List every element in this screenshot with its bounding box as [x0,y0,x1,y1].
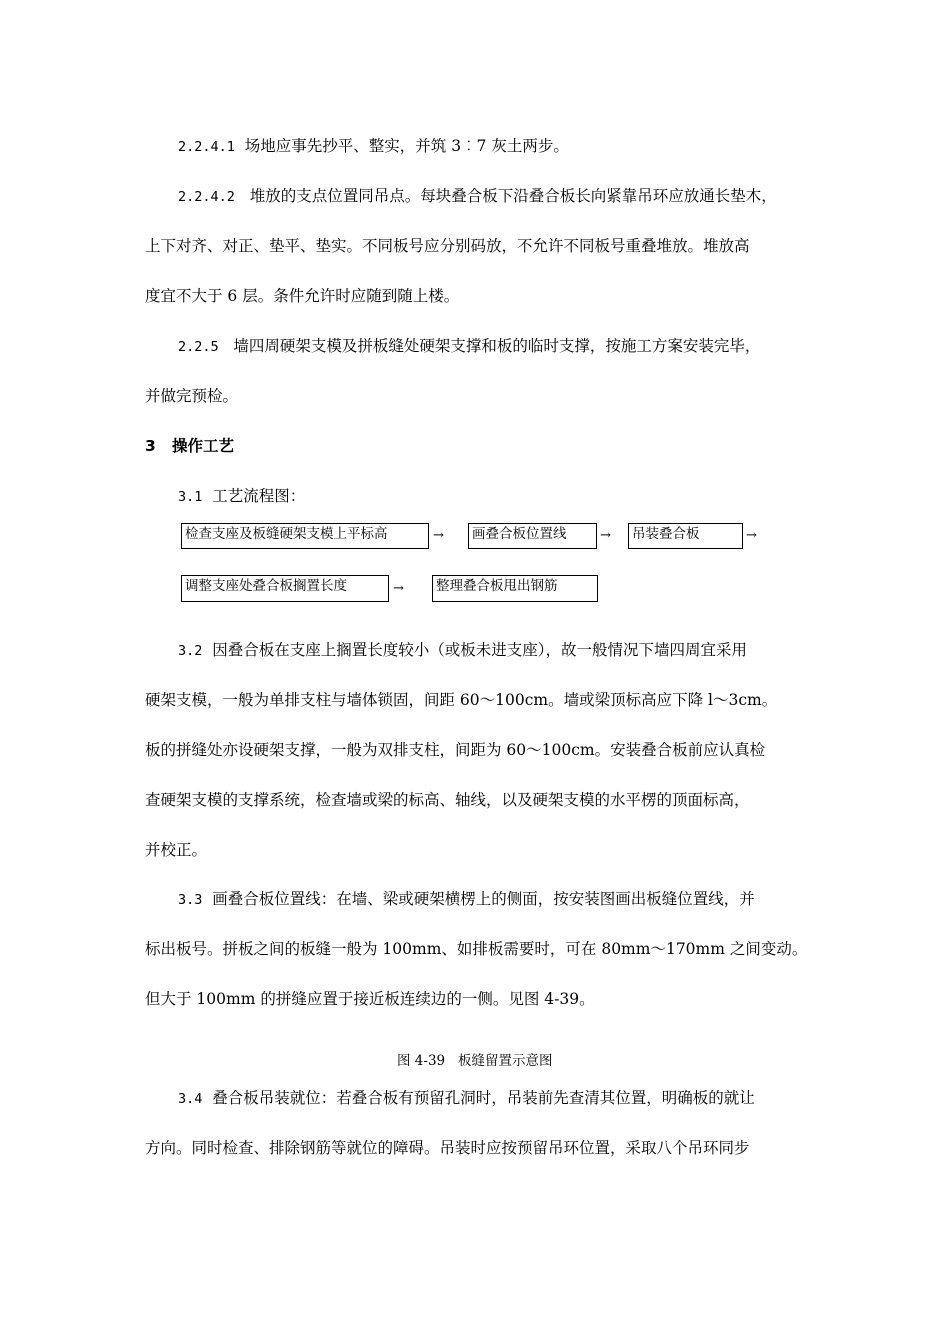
clause-number: 2.2.5 [178,339,219,355]
clause-text: 堆放的支点位置同吊点。每块叠合板下沿叠合板长向紧靠吊环应放通长垫木， [249,187,777,205]
paragraph-3-3-line-3: 但大于 100mm 的拼缝应置于接近板连续边的一侧。见图 4-39。 [145,990,595,1008]
paragraph-2-2-4-2-line-1 [178,186,777,207]
paragraph-3-4-line-1 [178,1088,755,1109]
clause-number: 3.1 [178,489,203,505]
flow-arrow-3: → [746,528,757,543]
flow-arrow-1: → [433,528,444,543]
paragraph-2-2-4-2-line-3: 度宜不大于 6 层。条件允许时应随到随上楼。 [145,287,460,305]
paragraph-3-2-line-5: 并校正。 [145,841,208,859]
paragraph-2-2-5-line-1 [178,336,760,357]
paragraph-3-4-line-2: 方向。同时检查、排除钢筋等就位的障碍。吊装时应按预留吊环位置，采取八个吊环同步 [145,1139,750,1157]
flow-step-3: 吊装叠合板 [628,523,743,549]
clause-number: 2.2.4.2 [178,189,235,205]
flow-step-4: 调整支座处叠合板搁置长度 [181,575,389,602]
section-title: 操作工艺 [172,437,235,455]
paragraph-3-2-line-3: 板的拼缝处亦设硬架支撑，一般为双排支柱，间距为 60～100cm。安装叠合板前应认真检 [145,741,766,759]
paragraph-2-2-5-line-2: 并做完预检。 [145,387,239,405]
paragraph-3-2-line-1 [178,640,747,661]
figure-caption [397,1049,553,1069]
clause-number: 3.3 [178,892,203,908]
flow-step-2: 画叠合板位置线 [468,523,597,549]
paragraph-3-3-line-2: 标出板号。拼板之间的板缝一般为 100mm、如排板需要时，可在 80mm～170mm 之间变动。 [145,940,808,958]
paragraph-2-2-4-2-line-2: 上下对齐、对正、垫平、垫实。不同板号应分别码放，不允许不同板号重叠堆放。堆放高 [145,237,750,255]
clause-number: 3.2 [178,643,203,659]
flow-arrow-4: → [393,581,404,596]
clause-text: 因叠合板在支座上搁置长度较小（或板未进支座），故一般情况下墙四周宜采用 [212,641,748,659]
paragraph-3-3-line-1 [178,889,755,910]
clause-number: 3.4 [178,1091,203,1107]
paragraph-2-2-4-1 [178,136,569,157]
section-heading [145,436,234,456]
clause-text: 叠合板吊装就位：若叠合板有预留孔洞时，吊装前先查清其位置，明确板的就让 [212,1089,755,1107]
clause-text: 墙四周硬架支模及拼板缝处硬架支撑和板的临时支撑，按施工方案安装完毕， [233,337,761,355]
clause-text: 工艺流程图： [212,487,306,505]
clause-number: 2.2.4.1 [178,139,235,155]
figure-title: 板缝留置示意图 [458,1053,553,1069]
section-number: 3 [145,437,156,455]
flow-arrow-2: → [600,528,611,543]
paragraph-3-2-line-4: 查硬架支模的支撑系统，检查墙或梁的标高、轴线，以及硬架支模的水平楞的顶面标高， [145,791,750,809]
clause-text: 场地应事先抄平、整实，并筑 3︰7 灰土两步。 [244,137,569,155]
flow-step-5: 整理叠合板甩出钢筋 [432,575,598,602]
paragraph-3-2-line-2: 硬架支模，一般为单排支柱与墙体锁固，间距 60～100cm。墙或梁顶标高应下降 l～3cm。 [145,691,778,709]
clause-text: 画叠合板位置线：在墙、梁或硬架横楞上的侧面，按安装图画出板缝位置线，并 [212,890,755,908]
flow-step-1: 检查支座及板缝硬架支模上平标高 [181,523,429,549]
paragraph-3-1 [178,486,305,507]
figure-number: 图 4-39 [397,1053,446,1069]
